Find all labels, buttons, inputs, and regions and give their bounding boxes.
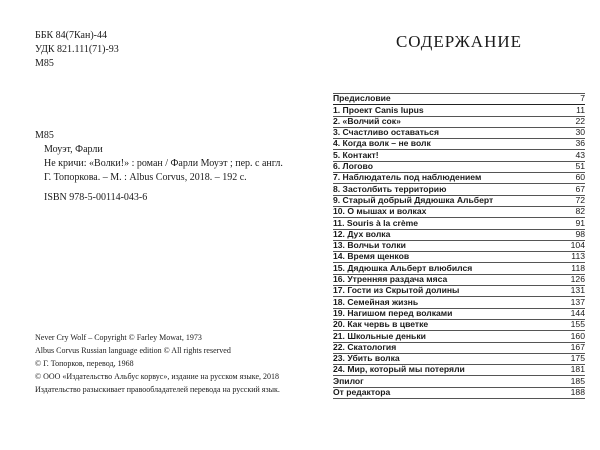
catalog-record [35, 129, 295, 205]
toc-entry-page: 167 [570, 341, 585, 352]
toc-entry-title: 9. Старый добрый Дядюшка Альберт [333, 194, 494, 205]
toc-entry[interactable] [333, 354, 585, 365]
toc-entry-page: 60 [575, 172, 585, 183]
toc-entry-page: 72 [575, 194, 585, 205]
toc-entry-page: 43 [575, 149, 585, 160]
toc-entry-page: 30 [575, 127, 585, 138]
toc-entry-page: 91 [575, 217, 585, 228]
toc-entry[interactable] [333, 343, 585, 354]
copyright-line: Never Cry Wolf – Copyright © Farley Mowat, 1973 [35, 333, 202, 342]
toc-entry-title: 16. Утренняя раздача мяса [333, 274, 448, 285]
toc-entry-page: 137 [570, 296, 585, 307]
table-of-contents [333, 93, 585, 399]
toc-entry-title: 12. Дух волка [333, 228, 391, 239]
toc-entry-page: 160 [570, 330, 585, 341]
toc-entry-page: 98 [575, 228, 585, 239]
toc-entry[interactable] [333, 275, 585, 286]
toc-entry[interactable] [333, 320, 585, 331]
toc-entry[interactable] [333, 286, 585, 297]
toc-entry-page: 131 [570, 285, 585, 296]
toc-entry-page: 118 [571, 262, 585, 273]
toc-entry-page: 175 [570, 353, 585, 364]
copyright-block [35, 331, 305, 396]
toc-entry-title: Предисловие [333, 93, 391, 104]
bbk-code: ББК 84(7Кан)-44 [35, 30, 107, 41]
toc-entry-page: 22 [575, 115, 585, 126]
toc-entry-page: 51 [575, 161, 585, 172]
toc-entry[interactable] [333, 365, 585, 376]
toc-entry-page: 185 [570, 375, 585, 386]
toc-entry-title: 3. Счастливо оставаться [333, 127, 439, 138]
toc-entry-title: 7. Наблюдатель под наблюдением [333, 172, 482, 183]
copyright-line: © ООО «Издательство Альбус корвус», издание на русском языке, 2018 [35, 372, 280, 381]
toc-entry-title: 20. Как червь в цветке [333, 319, 429, 330]
toc-entry[interactable] [333, 184, 585, 195]
toc-entry[interactable] [333, 162, 585, 173]
toc-entry[interactable] [333, 105, 585, 116]
toc-entry[interactable] [333, 309, 585, 320]
toc-entry[interactable] [333, 252, 585, 263]
library-codes [35, 29, 119, 71]
toc-entry[interactable] [333, 331, 585, 342]
toc-entry[interactable] [333, 263, 585, 274]
toc-entry-title: 14. Время щенков [333, 251, 410, 262]
toc-entry-title: 8. Застолбить территорию [333, 183, 447, 194]
udk-code: УДК 821.111(71)-93 [35, 44, 119, 55]
toc-entry-title: 15. Дядюшка Альберт влюбился [333, 262, 473, 273]
toc-entry-page: 155 [570, 319, 585, 330]
toc-entry[interactable] [333, 196, 585, 207]
toc-entry-page: 113 [571, 251, 585, 262]
copyright-line: Albus Corvus Russian language edition © All rights reserved [35, 346, 231, 355]
toc-entry[interactable] [333, 218, 585, 229]
toc-entry-title: 19. Нагишом перед волками [333, 307, 453, 318]
toc-entry-title: 4. Когда волк – не волк [333, 138, 431, 149]
toc-entry-title: 24. Мир, который мы потеряли [333, 364, 465, 375]
toc-entry-title: 11. Souris à la crème [333, 217, 419, 228]
toc-entry-title: 6. Логово [333, 161, 373, 172]
toc-entry-title: 2. «Волчий сок» [333, 115, 401, 126]
toc-entry-page: 82 [575, 206, 585, 217]
toc-entry-page: 36 [575, 138, 585, 149]
toc-entry[interactable] [333, 150, 585, 161]
page-title: СОДЕРЖАНИЕ [395, 32, 523, 51]
toc-entry-page: 188 [570, 387, 585, 398]
toc-entry[interactable] [333, 376, 585, 387]
catalog-code: M85 [35, 130, 54, 141]
copyright-line: © Г. Топорков, перевод, 1968 [35, 359, 134, 368]
isbn: ISBN 978-5-00114-043-6 [44, 192, 148, 203]
catalog-title-line1: Не кричи: «Волки!» : роман / Фарли Моуэт ; пер. с англ. [44, 158, 283, 169]
catalog-author: Моуэт, Фарли [44, 144, 103, 155]
toc-entry-title: Эпилог [333, 375, 364, 386]
toc-entry[interactable] [333, 139, 585, 150]
toc-entry-title: 5. Контакт! [333, 149, 379, 160]
toc-entry[interactable] [333, 241, 585, 252]
toc-entry-page: 11 [576, 104, 585, 115]
toc-entry[interactable] [333, 94, 585, 105]
toc-entry-title: 21. Школьные деньки [333, 330, 426, 341]
toc-entry-title: 10. О мышах и волках [333, 206, 427, 217]
toc-entry-title: 13. Волчьи толки [333, 240, 406, 251]
toc-entry[interactable] [333, 230, 585, 241]
toc-entry-page: 104 [570, 240, 585, 251]
toc-entry[interactable] [333, 117, 585, 128]
toc-entry[interactable] [333, 173, 585, 184]
author-mark: M85 [35, 58, 54, 69]
catalog-title-line2: Г. Топоркова. – М. : Albus Corvus, 2018. – 192 с. [44, 172, 247, 183]
toc-entry[interactable] [333, 128, 585, 139]
toc-entry[interactable] [333, 388, 585, 399]
toc-entry-title: 17. Гости из Скрытой долины [333, 285, 460, 296]
toc-entry-title: 1. Проект Canis lupus [333, 104, 424, 115]
toc-entry-page: 126 [570, 274, 585, 285]
toc-entry-title: 18. Семейная жизнь [333, 296, 419, 307]
toc-entry-page: 7 [580, 93, 585, 104]
toc-entry-title: От редактора [333, 387, 391, 398]
toc-entry-title: 23. Убить волка [333, 353, 400, 364]
toc-entry-page: 144 [570, 307, 585, 318]
copyright-line: Издательство разыскивает правообладателей перевода на русский язык. [35, 385, 280, 394]
toc-entry[interactable] [333, 297, 585, 308]
toc-entry[interactable] [333, 207, 585, 218]
toc-entry-page: 67 [575, 183, 585, 194]
toc-entry-page: 181 [570, 364, 585, 375]
toc-entry-title: 22. Скатология [333, 341, 397, 352]
